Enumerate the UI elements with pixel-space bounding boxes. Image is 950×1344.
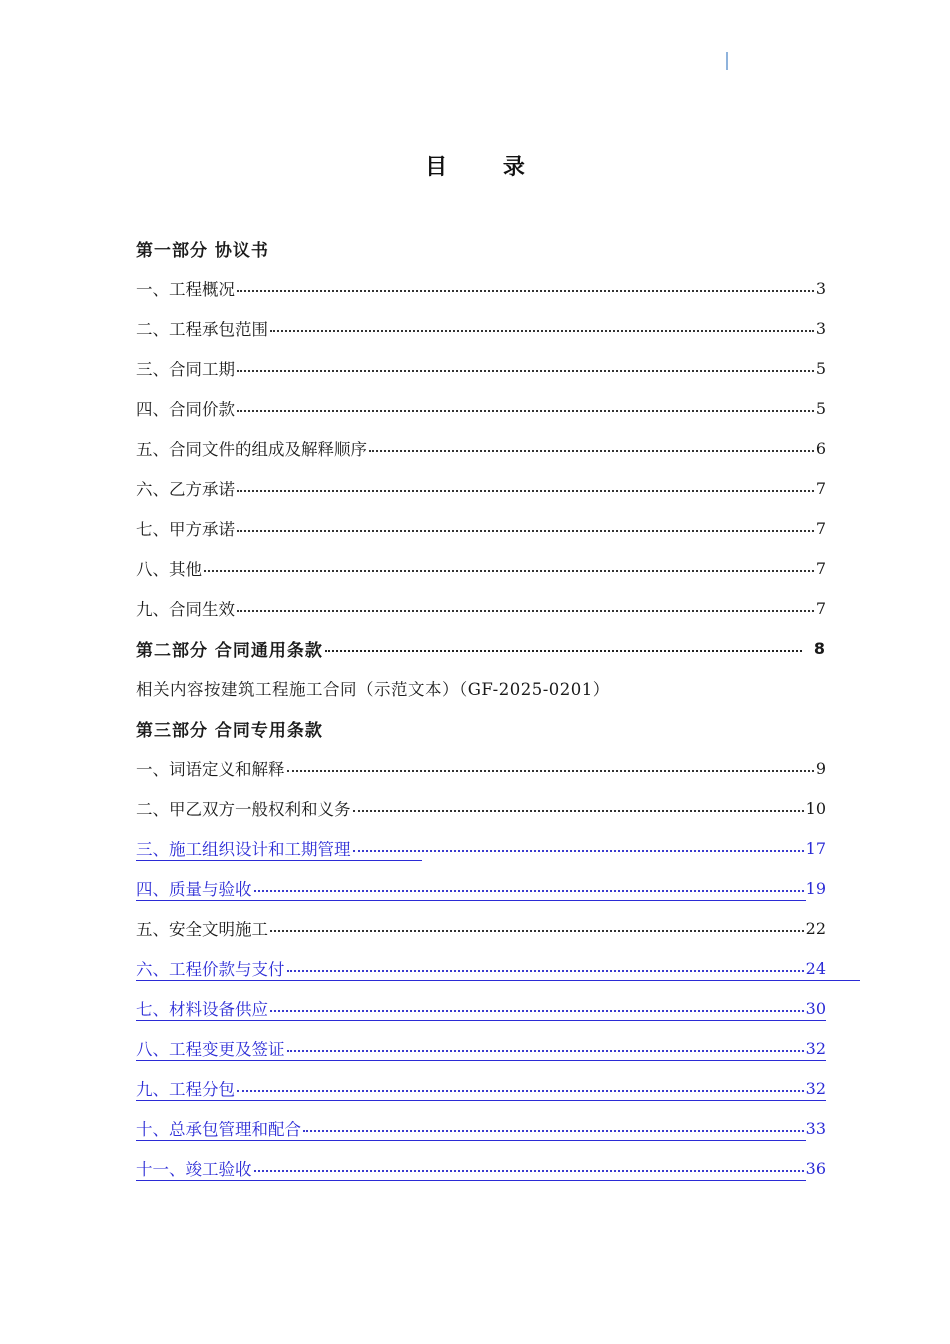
toc-entry-label: 九、工程分包: [136, 1080, 235, 1099]
toc-page-number: 8: [813, 638, 826, 658]
toc-entry-label: 二、工程承包范围: [136, 320, 268, 339]
toc-entry-label: 四、质量与验收: [136, 880, 252, 899]
toc-page-number: 7: [815, 518, 826, 538]
toc-dot-leader: [270, 930, 804, 932]
toc-entry-label: 五、安全文明施工: [136, 920, 268, 939]
toc-entry-label: 九、合同生效: [136, 600, 235, 619]
toc-entry-label: 七、甲方承诺: [136, 520, 235, 539]
toc-dot-leader: [353, 810, 804, 812]
toc-page-number: 5: [815, 398, 826, 418]
toc-dot-leader: [237, 530, 814, 532]
text-cursor: [726, 52, 728, 70]
toc-page-number: 7: [815, 558, 826, 578]
toc-entry: [136, 388, 826, 428]
toc-entry-label: 相关内容按建筑工程施工合同（示范文本）（GF-2025-0201）: [136, 680, 610, 699]
toc-page-number: 30: [805, 998, 826, 1018]
toc-entry-label: 八、其他: [136, 560, 202, 579]
toc-entry[interactable]: [136, 1108, 826, 1148]
toc-entry-label: 第三部分 合同专用条款: [136, 720, 323, 741]
toc-page-number: 9: [815, 758, 826, 778]
toc-entry-label: 六、工程价款与支付: [136, 960, 285, 979]
toc-dot-leader: [254, 890, 804, 892]
toc-page-number: 7: [815, 478, 826, 498]
toc-entry[interactable]: [136, 1068, 826, 1108]
toc-page-number: 17: [805, 838, 826, 858]
toc-dot-leader: [303, 1130, 804, 1132]
toc-entry[interactable]: [136, 1028, 826, 1068]
toc-page-number: 6: [815, 438, 826, 458]
toc-entry-label: 二、甲乙双方一般权利和义务: [136, 800, 351, 819]
toc-page-number: 32: [805, 1078, 826, 1098]
toc-entry: [136, 468, 826, 508]
toc-entry: [136, 748, 826, 788]
toc-entry-label: 五、合同文件的组成及解释顺序: [136, 440, 367, 459]
toc-entry[interactable]: [136, 868, 826, 908]
toc-section-heading: [136, 708, 826, 748]
toc-entry: [136, 268, 826, 308]
toc-entry: [136, 548, 826, 588]
toc-dot-leader: [237, 490, 814, 492]
toc-dot-leader: [369, 450, 814, 452]
toc-entry[interactable]: [136, 828, 826, 868]
toc-entry[interactable]: [136, 1148, 826, 1188]
toc-entry: [136, 348, 826, 388]
toc-page-number: 10: [805, 798, 826, 818]
toc-entry[interactable]: [136, 948, 826, 988]
toc-dot-leader: [270, 1010, 804, 1012]
toc-dot-leader: [325, 650, 802, 652]
toc-entry-label: 十一、竣工验收: [136, 1160, 252, 1179]
toc-entry: [136, 788, 826, 828]
toc-entry-label: 十、总承包管理和配合: [136, 1120, 301, 1139]
toc-entry-label: 七、材料设备供应: [136, 1000, 268, 1019]
toc-entry-label: 一、工程概况: [136, 280, 235, 299]
page-title: 目 录: [425, 155, 549, 180]
toc-dot-leader: [237, 410, 814, 412]
toc-entry-label: 四、合同价款: [136, 400, 235, 419]
toc-dot-leader: [237, 1090, 804, 1092]
toc-dot-leader: [270, 330, 814, 332]
toc-page-number: 19: [805, 878, 826, 898]
toc-entry: [136, 908, 826, 948]
toc-page-number: 3: [815, 318, 826, 338]
toc-dot-leader: [237, 290, 814, 292]
toc-page-number: 24: [805, 958, 826, 978]
toc-entry[interactable]: [136, 988, 826, 1028]
toc-dot-leader: [237, 370, 814, 372]
toc-entry-label: 第二部分 合同通用条款: [136, 640, 323, 661]
toc-entry-label: 三、合同工期: [136, 360, 235, 379]
toc-dot-leader: [237, 610, 814, 612]
toc-page-number: 32: [805, 1038, 826, 1058]
toc-page-number: 33: [805, 1118, 826, 1138]
toc-dot-leader: [204, 570, 814, 572]
toc-entry-label: 八、工程变更及签证: [136, 1040, 285, 1059]
toc-page-number: 7: [815, 598, 826, 618]
toc-dot-leader: [353, 850, 804, 852]
toc-entry: [136, 588, 826, 628]
toc-entry-label: 三、施工组织设计和工期管理: [136, 840, 351, 859]
toc-page-number: 36: [805, 1158, 826, 1178]
toc-entry-label: 第一部分 协议书: [136, 240, 269, 261]
toc-dot-leader: [287, 1050, 804, 1052]
toc-section-heading: [136, 228, 826, 268]
toc-entry-label: 一、词语定义和解释: [136, 760, 285, 779]
toc-dot-leader: [287, 970, 804, 972]
toc-page-number: 3: [815, 278, 826, 298]
toc-dot-leader: [254, 1170, 804, 1172]
toc-page-number: 5: [815, 358, 826, 378]
toc-entry-label: 六、乙方承诺: [136, 480, 235, 499]
toc-entry: [136, 428, 826, 468]
toc-section-heading: [136, 628, 826, 668]
toc-entry: [136, 308, 826, 348]
table-of-contents: [136, 228, 826, 1188]
toc-page-number: 22: [805, 918, 826, 938]
toc-entry: [136, 508, 826, 548]
toc-entry: [136, 668, 826, 708]
toc-dot-leader: [287, 770, 814, 772]
